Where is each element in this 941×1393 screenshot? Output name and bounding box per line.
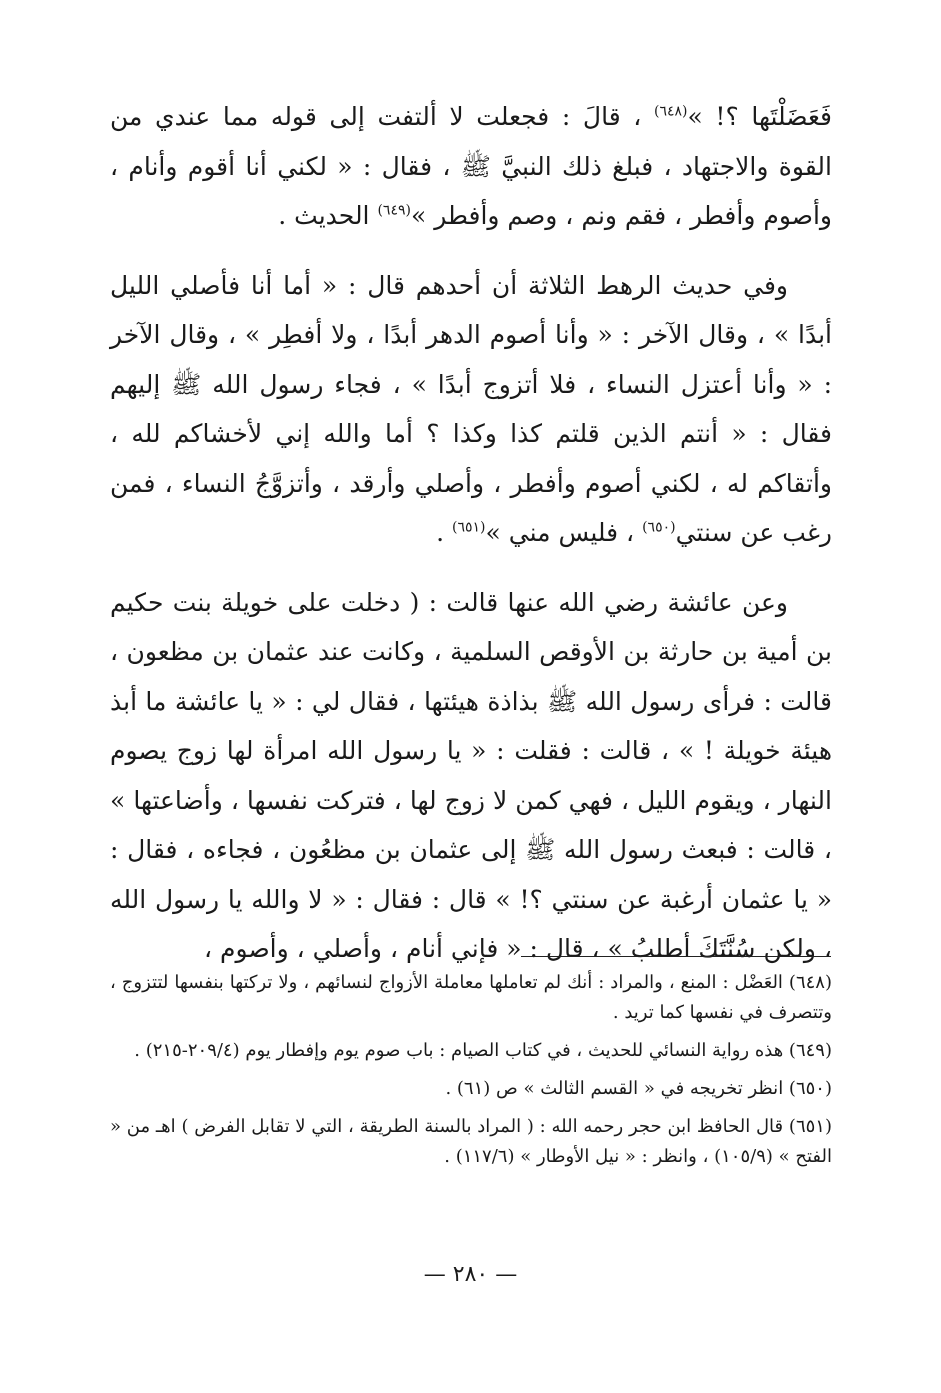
footnote-number: (٦٤٩) xyxy=(788,1040,832,1061)
footnote-651 xyxy=(110,1112,832,1172)
footnote-number: (٦٥١) xyxy=(788,1116,832,1137)
footnote-650 xyxy=(110,1074,832,1104)
paragraph-text: وفي حديث الرهط الثلاثة أن أحدهم قال : « أما أنا فأصلي الليل أبدًا » ، وقال الآخر : « وأنا أصوم الدهر أبدًا ، ولا أفطِر » ، وقال الآخر : « وأنا أعتزل النساء ، فلا أتزوج أبدًا » ، فجاء رسول الله ﷺ إليهم فقال : « أنتم الذين قلتم كذا وكذا ؟ أما والله إني لأخشاكم لله ، وأتقاكم له ، لكني أصوم وأفطر ، وأصلي وأرقد ، وأتزوَّجُ النساء ، فمن رغب عن سنتي xyxy=(110,270,832,547)
page-number: — ٢٨٠ — xyxy=(423,1262,518,1287)
paragraph-text: وعن عائشة رضي الله عنها قالت : ( دخلت على خويلة بنت حكيم بن أمية بن حارثة بن الأوقص السلمية ، وكانت عند عثمان بن مظعون ، قالت : فرأى رسول الله ﷺ بذاذة هيئتها ، فقال لي : « يا عائشة ما أبذ هيئة خويلة ! » ، قالت : فقلت : « يا رسول الله امرأة لها زوج يصوم النهار ، ويقوم الليل ، فهي كمن لا زوج لها ، فتركت نفسها ، وأضاعتها » ، قالت : فبعث رسول الله ﷺ إلى عثمان بن مظعُون ، فجاءه ، فقال : « يا عثمان أرغبة عن سنتي ؟! » قال : فقال : « لا والله يا رسول الله ، ولكن سُنَّتَكَ أطلبُ » ، قال : « فإني أنام ، وأصلي ، وأصوم ، xyxy=(110,587,832,963)
main-text xyxy=(110,92,832,974)
paragraph-text: . xyxy=(436,518,452,547)
paragraph-text: ، فليس مني » xyxy=(485,518,643,547)
footnotes xyxy=(110,968,832,1180)
footnote-number: (٦٤٨) xyxy=(788,972,832,993)
footnote-number: (٦٥٠) xyxy=(788,1078,832,1099)
paragraph-text: ، قالَ : فجعلت لا ألتفت إلى قوله مما عندي من القوة والاجتهاد ، فبلغ ذلك النبيَّ ﷺ ، فقال : « لكني أنا أقوم وأنام ، وأصوم وأفطر ، فقم ونم ، وصم وأفطر » xyxy=(110,102,832,230)
footnote-ref[interactable]: (٦٤٩) xyxy=(377,202,411,219)
paragraph-1 xyxy=(110,92,832,241)
footnote-text: هذه رواية النسائي للحديث ، في كتاب الصيام : باب صوم يوم وإفطار يوم (٢٠٩/٤-٢١٥) . xyxy=(134,1040,789,1061)
footnote-divider xyxy=(521,956,831,957)
footnote-text: قال الحافظ ابن حجر رحمه الله : ( المراد بالسنة الطريقة ، التي لا تقابل الفرض ) اهـ من « الفتح » (١٠٥/٩) ، وانظر : « نيل الأوطار » (١١٧/٦) . xyxy=(110,1116,832,1167)
paragraph-text: الحديث . xyxy=(278,201,378,230)
footnote-ref[interactable]: (٦٥١) xyxy=(452,519,486,536)
footnote-ref[interactable]: (٦٤٨) xyxy=(653,103,688,120)
footnote-text: العَضْل : المنع ، والمراد : أنك لم تعاملها معاملة الأزواج لنسائهم ، ولا تركتها بنفسها لتتزوج ، وتتصرف في نفسها كما تريد . xyxy=(110,972,832,1023)
footnote-text: انظر تخريجه في « القسم الثالث » ص (٦١) . xyxy=(445,1078,789,1099)
paragraph-text: فَعَضَلْتَها ؟! » xyxy=(687,102,833,131)
paragraph-2 xyxy=(110,261,832,558)
footnote-648 xyxy=(110,968,832,1028)
footnote-ref[interactable]: (٦٥٠) xyxy=(642,519,676,536)
footnote-649 xyxy=(110,1036,832,1066)
paragraph-3 xyxy=(110,578,832,974)
